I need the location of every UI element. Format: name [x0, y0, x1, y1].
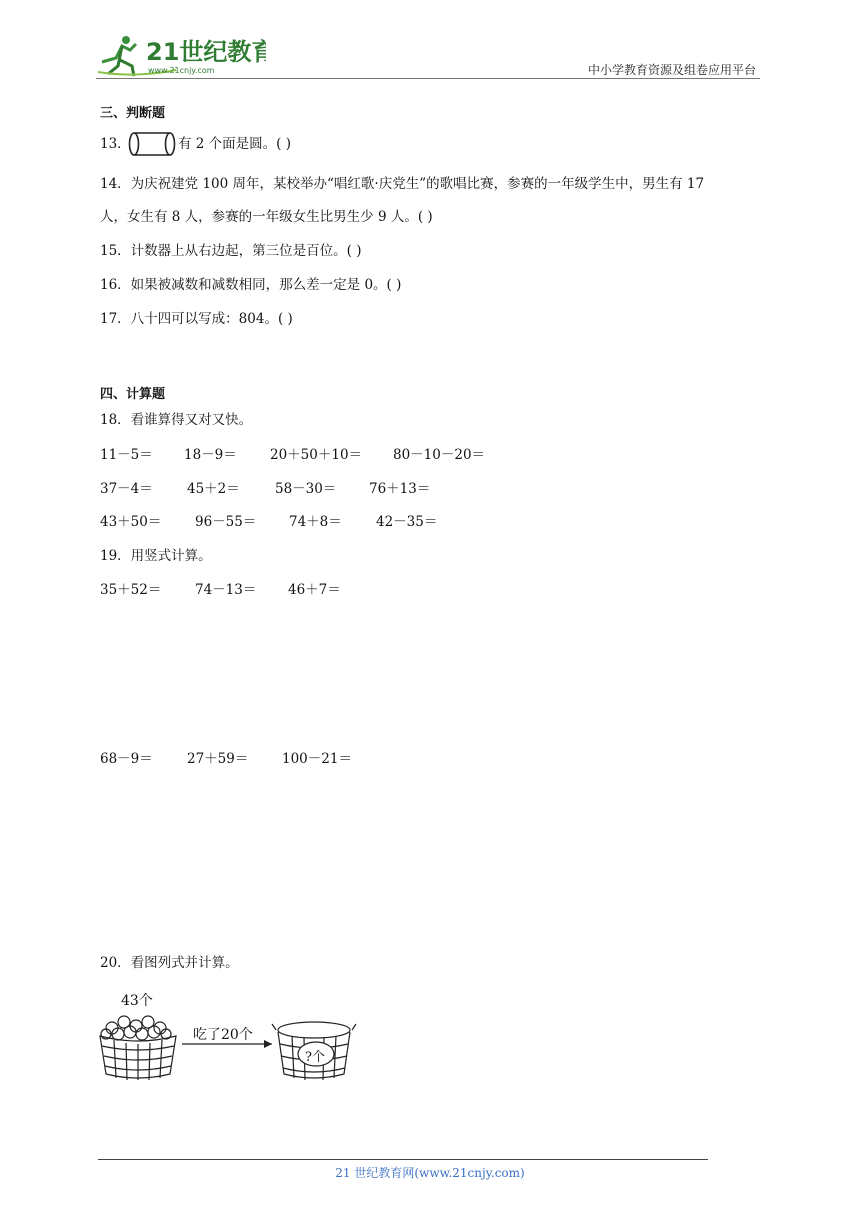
q18-row-3 [0, 512, 860, 532]
q18-item: 74＋8＝ [289, 514, 342, 530]
q19-item: 46＋7＝ [288, 582, 341, 598]
q18-item: 43＋50＝ [100, 514, 162, 530]
q19-row-2 [0, 749, 860, 769]
question-20: 20．看图列式并计算。 [100, 955, 239, 971]
q18-item: 96－55＝ [195, 514, 257, 530]
question-13-text: 有 2 个面是圆。( ) [178, 136, 291, 152]
q18-item: 18－9＝ [184, 447, 237, 463]
question-14-line1: 14．为庆祝建党 100 周年，某校举办“唱红歌·庆党生”的歌唱比赛，参赛的一年级学生中，男生有 17 [100, 176, 705, 192]
q19-item: 27＋59＝ [187, 751, 249, 767]
cylinder-icon [128, 131, 178, 157]
svg-text:21世纪教育: 21世纪教育 [146, 38, 266, 66]
figure-eaten-label: 吃了20个 [193, 1027, 253, 1043]
figure-count-label: 43个 [121, 993, 153, 1009]
q19-item: 68－9＝ [100, 751, 153, 767]
section-title-calculation: 四、计算题 [100, 387, 166, 402]
question-18: 18．看谁算得又对又快。 [100, 412, 253, 428]
q19-item: 35＋52＝ [100, 582, 162, 598]
question-16: 16．如果被减数和减数相同，那么差一定是 0。( ) [100, 277, 402, 293]
figure-unknown-label: ?个 [305, 1050, 325, 1065]
section-title-judgement: 三、判断题 [100, 106, 166, 121]
footer-text: 21 世纪教育网(www.21cnjy.com) [335, 1166, 525, 1180]
q18-item: 42－35＝ [376, 514, 438, 530]
q18-item: 45＋2＝ [187, 481, 240, 497]
question-17: 17．八十四可以写成：804。( ) [100, 311, 293, 327]
q19-item: 100－21＝ [282, 751, 352, 767]
question-19: 19．用竖式计算。 [100, 548, 212, 564]
question-14-line2: 人，女生有 8 人，参赛的一年级女生比男生少 9 人。( ) [100, 209, 433, 225]
q18-item: 76＋13＝ [369, 481, 431, 497]
question-15: 15．计数器上从右边起，第三位是百位。( ) [100, 243, 362, 259]
q18-item: 37－4＝ [100, 481, 153, 497]
site-logo [96, 32, 266, 80]
q18-item: 11－5＝ [100, 447, 153, 463]
q18-item: 80－10－20＝ [393, 447, 486, 463]
footer-divider [98, 1159, 708, 1160]
header-divider [96, 78, 760, 79]
q18-item: 58－30＝ [275, 481, 337, 497]
q18-row-2 [0, 479, 860, 499]
q18-row-1 [0, 445, 860, 465]
q19-item: 74－13＝ [195, 582, 257, 598]
q19-row-1 [0, 580, 860, 600]
q18-item: 20＋50＋10＝ [270, 447, 363, 463]
question-13-number: 13． [100, 136, 131, 152]
header-platform-text: 中小学教育资源及组卷应用平台 [587, 63, 756, 77]
svg-text:www.21cnjy.com: www.21cnjy.com [148, 66, 215, 75]
